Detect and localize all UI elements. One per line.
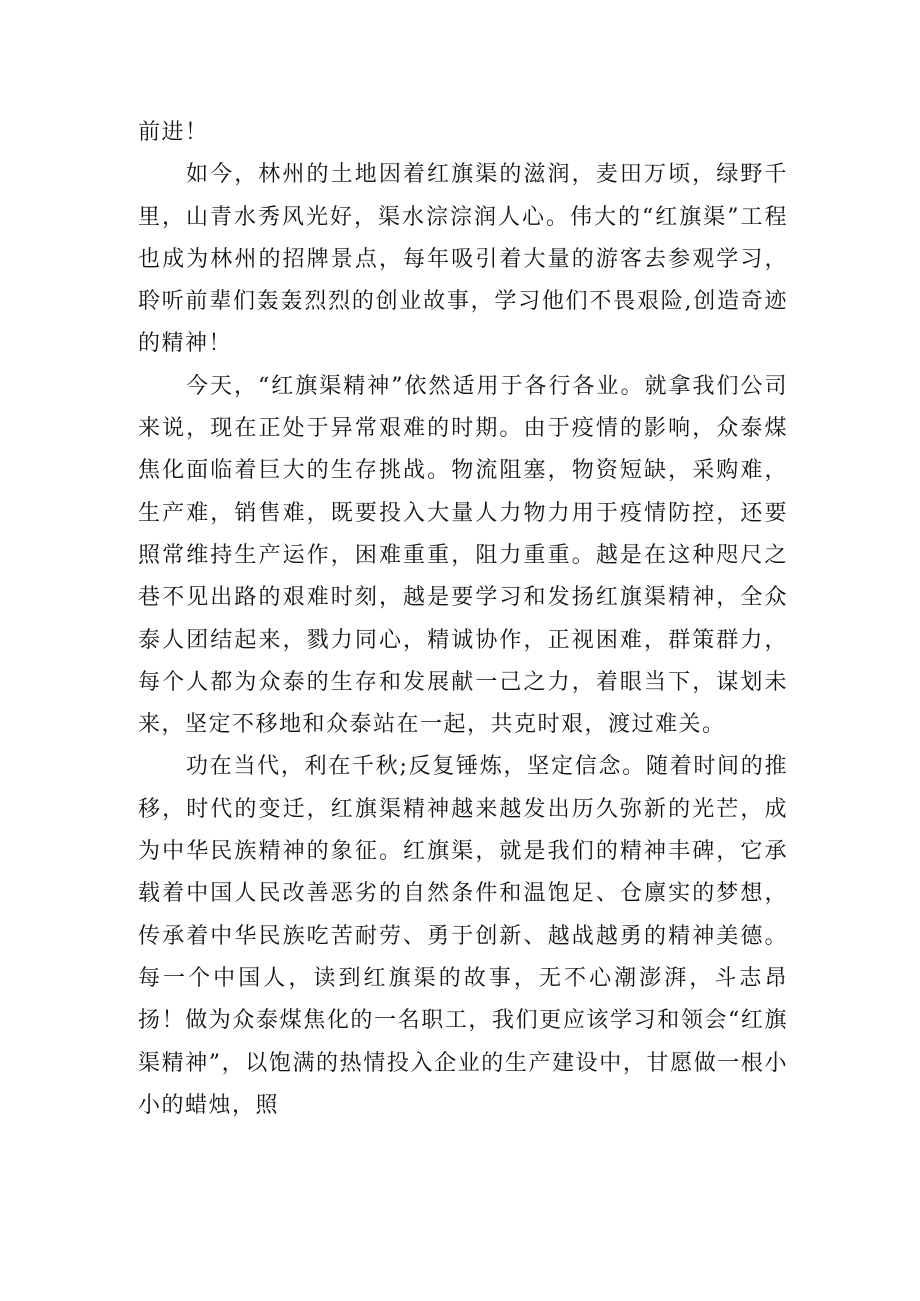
paragraph: 如今，林州的土地因着红旗渠的滋润，麦田万顷，绿野千里，山青水秀风光好，渠水淙淙润人心。伟大的“红旗渠”工程也成为林州的招牌景点，每年吸引着大量的游客去参观学习，聆听前辈们轰轰烈烈的创业故事，学习他们不畏艰险,创造奇迹的精神！ <box>138 162 788 357</box>
paragraph: 今天，“红旗渠精神”依然适用于各行各业。就拿我们公司来说，现在正处于异常艰难的时期。由于疫情的影响，众泰煤焦化面临着巨大的生存挑战。物流阻塞，物资短缺，采购难，生产难，销售难，既要投入大量人力物力用于疫情防控，还要照常维持生产运作，困难重重，阻力重重。越是在这种咫尺之巷不见出路的艰难时刻，越是要学习和发扬红旗渠精神，全众泰人团结起来，戮力同心，精诚协作，正视困难，群策群力，每个人都为众泰的生存和发展献一己之力，着眼当下，谋划未来，坚定不移地和众泰站在一起，共克时艰，渡过难关。 <box>138 373 788 738</box>
paragraph: 功在当代，利在千秋;反复锤炼，坚定信念。随着时间的推移，时代的变迁，红旗渠精神越来越发出历久弥新的光芒，成为中华民族精神的象征。红旗渠，就是我们的精神丰碑，它承载着中国人民改善恶劣的自然条件和温饱足、仓廪实的梦想，传承着中华民族吃苦耐劳、勇于创新、越战越勇的精神美德。每一个中国人，读到红旗渠的故事，无不心潮澎湃，斗志昂扬！做为众泰煤焦化的一名职工，我们更应该学习和领会“红旗渠精神”，以饱满的热情投入企业的生产建设中，甘愿做一根小小的蜡烛，照 <box>138 754 788 1118</box>
body-text <box>138 112 788 1127</box>
paragraph-continuation: 前进！ <box>138 120 209 145</box>
